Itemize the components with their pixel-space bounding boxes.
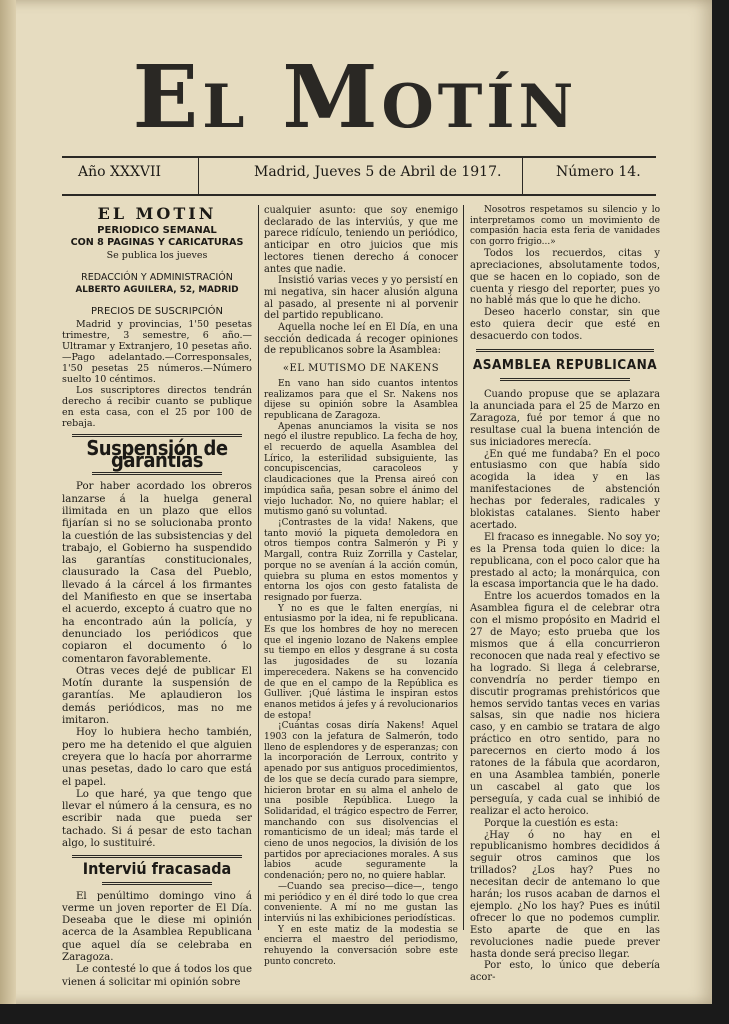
quote-block [264,379,458,968]
art1-p1: Por haber acordado los obreros lanzarse á la huelga general ilimitada en un plazo que ellos fijarían si no se solucionaba pronto la cuestión de las subsistencias y del trabajo, el Gobierno ha suspendido las garantías constitucionales, clausurado la Casa del Pueblo, llevado á la cárcel á los firmantes del Manifiesto en que se insertaba el acuerdo, excepto á cuatro que no ha encontrado aún la policía, y denunciado los periódicos que copiaron el documento ó lo comentaron favorablemente. [62,481,252,665]
quote-p3: ¡Contrastes de la vida! Nakens, que tanto movió la piqueta demoledora en otros tiempos contra Salmerón y Pi y Margall, contra Ruiz Zorrilla y Castelar, porque no se avenían á la acción común, quiebra su pluma en estos momentos y entorna los ojos con gesto fatalista de resignado por fuerza. [264,517,458,603]
art2-end-rule [476,349,654,352]
art2-p4: Insistió varias veces y yo persistí en mi negativa, sin hacer alusión alguna al pasado, al presente ni al porvenir del partido republicano. [264,275,458,322]
page-spine [0,0,16,1004]
quote-p6: —Cuando sea preciso—dice—, tengo mi periódico y en él diré todo lo que crea conveniente. A mí no me gustan las interviús ni las exhibiciones periodísticas. [264,881,458,924]
art2-p1: El penúltimo domingo vino á verme un joven reporter de El Día. Deseaba que le diese mi opinión acerca de la Asamblea Republicana que aquel día se celebraba en Zaragoza. [62,890,252,964]
dateline-divider-left [198,156,199,196]
art3-p3: El fracaso es innegable. No soy yo; es la Prensa toda quien lo dice: la republicana, con el poco calor que ha prestado al acto; la monárquica, con la escasa importancia que le ha dado. [470,531,660,591]
quote-continued [470,205,660,248]
box-line2: CON 8 PAGINAS Y CARICATURAS [70,237,244,249]
quote-title: «EL MUTISMO DE NAKENS [282,363,440,375]
quote-p7: Y en este matiz de la modestia se encierra el maestro del periodismo, rehuyendo la conversación sobre este punto concreto. [264,924,458,967]
quote-p8: Nosotros respetamos su silencio y lo interpretamos como un movimiento de compasión hacia esta feria de vanidades con gorro frigio...» [470,205,660,248]
dateline-divider-right [522,156,523,196]
dateline-year: Año XXXVII [78,164,162,180]
art1-headline-rule [92,472,222,475]
box-prices-title: PRECIOS DE SUSCRIPCIÓN [90,306,224,318]
art2-headline: Interviú fracasada [82,859,232,879]
dateline-date: Madrid, Jueves 5 de Abril de 1917. [254,164,502,180]
dateline-number: Número 14. [556,164,641,180]
box-prices-text: Madrid y provincias, 1'50 pesetas trimestre, 3 semestre, 6 año.—Ultramar y Extranjero, 10 pesetas año.—Pago adelantado.—Corresponsales, 1'50 pesetas 25 números.—Número suelto 10 céntimos. [62,318,252,385]
box-line3: Se publica los jueves [106,249,208,261]
quote-p1: En vano han sido cuantos intentos realizamos para que el Sr. Nakens nos dijese su opinión sobre la Asamblea republicana de Zaragoza. [264,378,458,421]
box-admin1: REDACCIÓN Y ADMINISTRACIÓN [81,271,233,283]
column-1 [62,204,252,988]
art3-p7: Por esto, lo único que debería acor- [470,960,660,984]
masthead-title: El Motín [132,47,578,148]
column-rule-1 [258,205,259,930]
art3-p6: ¿Hay ó no hay en el republicanismo hombres decididos á seguir otros caminos que los trillados? ¿Los hay? Pues no necesitan decir de antemano lo que harán; los rusos acaban de darnos el ejemplo. ¿No los hay? Pues es inútil ofrecer lo que no podemos cumplir. Esto aparte de que en las revoluciones nadie puede prever hasta donde será preciso llegar. [470,829,660,960]
art2-p7: Deseo hacerlo constar, sin que esto quiera decir que esté en desacuerdo con todos. [470,307,660,343]
art2-p5: Aquella noche leí en El Día, en una sección dedicada á recoger opiniones de republicanos sobre la Asamblea: [264,322,458,357]
art1-end-rule [72,855,242,858]
art3-headline: ASAMBLEA REPUBLICANA [472,357,658,374]
quote-p5: ¡Cuántas cosas diría Nakens! Aquel 1903 con la jefatura de Salmerón, todo lleno de esplendores y de esperanzas; con la incorporación de Lerroux, contrito y apenado por sus antiguos procedimientos, de los que se decía curado para siempre, hicieron brotar en su alma el anhelo de una posible República. Luego la Solidaridad, el trágico espectro de Ferrer, manchando con sus disolvencias el romanticismo de un ideal; más tarde el cieno de unos negocios, la división de los partidos por apreciaciones morales. A sus labios acude seguramente la condenación; pero no, no quiere hablar. [264,721,458,882]
quote-p4: Y no es que le falten energías, ni entusiasmo por la idea, ni fe republicana. Es que los hombres de hoy no merecen que el ingenio lozano de Nakens emplee su tiempo en ellos y desgrane á su costa las jugosidades de su lozanía imperecedera. Nakens se ha convencido de que en el campo de la República es Gulliver. ¡Qué lástima le inspiran estos enanos metidos á jefes y á revolucionarios de estopa! [264,603,458,721]
dateline-top-rule [62,156,656,158]
box-subscribers: Los suscriptores directos tendrán derecho á recibir cuanto se publique en esta casa, con el 25 por 100 de rebaja. [62,384,252,429]
box-admin2: ALBERTO AGUILERA, 52, MADRID [75,285,239,296]
art3-p1: Cuando propuse que se aplazara la anunciada para el 25 de Marzo en Zaragoza, fué por temor á que no resultase cual la buena intención de sus iniciadores merecía. [470,388,660,448]
quote-p2: Apenas anunciamos la visita se nos negó el ilustre republico. La fecha de hoy, el recuerdo de aquella Asamblea del Lírico, la esterilidad subsiguiente, las concupiscencias, caracoleos y claudicaciones que la Prensa aireó con impúdica saña, pesan sobre el ánimo del viejo luchador. No, no quiere hablar; el mutismo ganó su voluntad. [264,421,458,518]
column-2 [264,205,458,967]
art2-p2: Le contesté lo que á todos los que vienen á solicitar mi opinión sobre [62,964,252,988]
art1-p3: Hoy lo hubiera hecho también, pero me ha detenido el que alguien creyera que lo hacía por ahorrarme unas pesetas, dado lo caro que está el papel. [62,727,252,788]
art3-p5: Porque la cuestión es esta: [484,817,619,829]
column-rule-2 [463,205,464,930]
art2-p6: Todos los recuerdos, citas y apreciaciones, absolutamente todos, que se hacen en lo copiado, son de cuenta y riesgo del reporter, pues yo no hablé más que lo que he dicho. [470,247,660,307]
box-line1: PERIODICO SEMANAL [97,225,217,236]
column-3 [470,205,660,984]
art3-p2: ¿En qué me fundaba? En el poco entusiasmo con que había sido acogida la idea y en las manifestaciones de abstención hechas por federales, radicales y blokistas catalanes. Siento haber acertado. [470,448,660,531]
dateline-bottom-rule [62,194,656,196]
art2-p3: cualquier asunto: que soy enemigo declarado de las interviús, y que me parece ridículo, teniendo un periódico, anticipar en otro juicios que mis lectores tienen derecho á conocer antes que nadie. [264,205,458,275]
art3-p4: Entre los acuerdos tomados en la Asamblea figura el de celebrar otra con el mismo propósito en Madrid el 27 de Mayo; esto prueba que los mismos que á ella concurrieron reconocen que nada real y efectivo se ha logrado. Si llega á celebrarse, convendría no perder tiempo en discutir programas prehistóricos que hemos servido tantas veces en varias salsas, sin que nadie nos hiciera caso, y en cambio se tratara de algo práctico en otro sentido, para no parecernos en cierto modo á los ratones de la fábula que acordaron, en una Asamblea también, ponerle un cascabel al gato que los perseguía, y cada cual se inhibió de realizar el acto heroico. [470,591,660,817]
art2-headline-rule [102,882,212,885]
art1-p4: Lo que haré, ya que tengo que llevar el número á la censura, es no escribir nada que pueda ser tachado. Si á pesar de esto tachan algo, lo sustituiré. [62,788,252,849]
box-name: EL MOTIN [97,204,217,223]
art1-p2: Otras veces dejé de publicar El Motín durante la suspensión de garantías. Me aplaudieron los demás periódicos, mas no me imitaron. [62,665,252,727]
art3-headline-rule [500,378,630,381]
art1-headline: Suspensión de garantías [86,435,228,473]
